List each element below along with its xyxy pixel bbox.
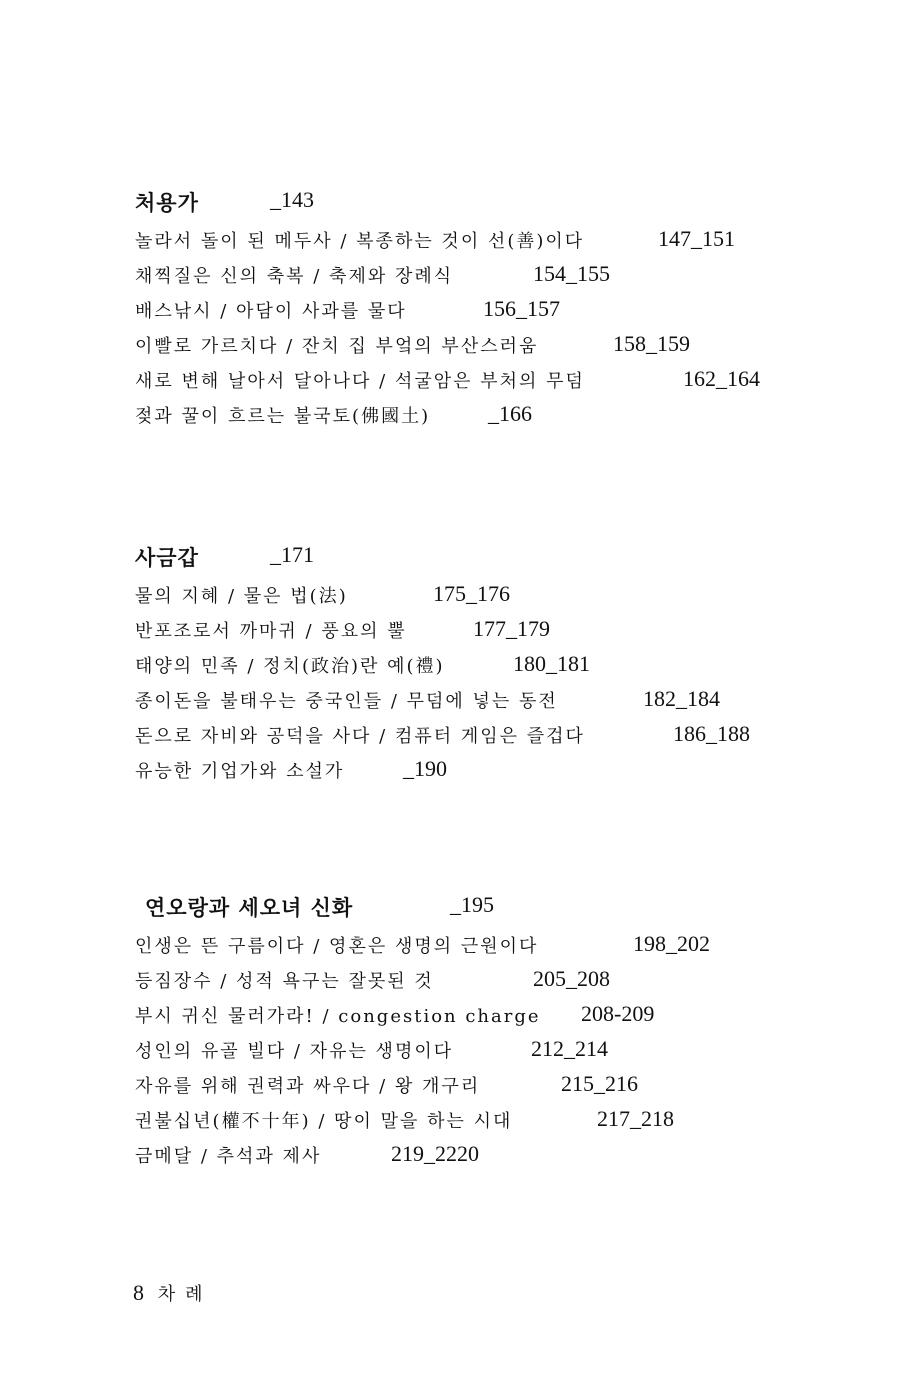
entry-title: 반포조로서 까마귀 / 풍요의 뿔 bbox=[135, 621, 407, 642]
entry-title: 물의 지혜 / 물은 법(法) bbox=[135, 586, 348, 607]
toc-entry bbox=[135, 227, 835, 262]
entry-title: 종이돈을 불태우는 중국인들 / 무덤에 넣는 동전 bbox=[135, 691, 558, 712]
entry-pages: 162_164 bbox=[683, 366, 760, 391]
entry-pages: 205_208 bbox=[533, 966, 610, 991]
entry-title: 자유를 위해 권력과 싸우다 / 왕 개구리 bbox=[135, 1076, 481, 1097]
toc-entry bbox=[135, 722, 835, 757]
entry-title: 인생은 뜬 구름이다 / 영혼은 생명의 근원이다 bbox=[135, 936, 539, 957]
toc-entry bbox=[135, 617, 835, 652]
footer-label: 차례 bbox=[157, 1284, 213, 1305]
entry-title: 이빨로 가르치다 / 잔치 집 부엌의 부산스러움 bbox=[135, 336, 539, 357]
toc-section bbox=[135, 187, 835, 437]
entry-pages: 198_202 bbox=[633, 931, 710, 956]
page-number: 8 bbox=[133, 1280, 144, 1305]
toc-entry bbox=[135, 1002, 835, 1037]
entry-title: 유능한 기업가와 소설가 bbox=[135, 761, 345, 782]
entry-pages: 212_214 bbox=[531, 1036, 608, 1061]
entry-title: 놀라서 돌이 된 메두사 / 복종하는 것이 선(善)이다 bbox=[135, 231, 585, 252]
entry-pages: 186_188 bbox=[673, 721, 750, 746]
section-heading bbox=[135, 892, 835, 932]
toc-entry bbox=[135, 1107, 835, 1142]
toc-entry bbox=[135, 297, 835, 332]
entry-title: 젖과 꿀이 흐르는 불국토(佛國土) bbox=[135, 406, 431, 427]
entry-pages: 177_179 bbox=[473, 616, 550, 641]
entry-pages: 182_184 bbox=[643, 686, 720, 711]
toc-entry bbox=[135, 967, 835, 1002]
section-heading bbox=[135, 187, 835, 227]
section-title: 연오랑과 세오녀 신화 bbox=[145, 896, 354, 920]
page-footer bbox=[133, 1280, 213, 1306]
section-page: _195 bbox=[450, 892, 494, 917]
entry-pages: 208-209 bbox=[581, 1001, 655, 1026]
entry-title: 돈으로 자비와 공덕을 사다 / 컴퓨터 게임은 즐겁다 bbox=[135, 726, 585, 747]
section-heading bbox=[135, 542, 835, 582]
entry-pages: 180_181 bbox=[513, 651, 590, 676]
toc-entry bbox=[135, 652, 835, 687]
entry-title: 부시 귀신 물러가라! / congestion charge bbox=[135, 1006, 541, 1027]
entry-pages: _190 bbox=[403, 756, 447, 781]
toc-entry bbox=[135, 932, 835, 967]
section-page: _143 bbox=[270, 187, 314, 212]
section-title: 사금갑 bbox=[135, 546, 199, 570]
entry-pages: 147_151 bbox=[658, 226, 735, 251]
toc-entry bbox=[135, 367, 835, 402]
entry-title: 권불십년(權不十年) / 땅이 말을 하는 시대 bbox=[135, 1111, 513, 1132]
toc-entry bbox=[135, 582, 835, 617]
section-title: 처용가 bbox=[135, 191, 199, 215]
entry-pages: 154_155 bbox=[533, 261, 610, 286]
entry-title: 등짐장수 / 성적 욕구는 잘못된 것 bbox=[135, 971, 434, 992]
entry-pages: _166 bbox=[488, 401, 532, 426]
entry-title: 금메달 / 추석과 제사 bbox=[135, 1146, 322, 1167]
entry-title: 새로 변해 날아서 달아나다 / 석굴암은 부처의 무덤 bbox=[135, 371, 585, 392]
toc-section bbox=[135, 892, 835, 1177]
toc-section bbox=[135, 542, 835, 792]
entry-title: 배스낚시 / 아담이 사과를 물다 bbox=[135, 301, 407, 322]
entry-pages: 217_218 bbox=[597, 1106, 674, 1131]
entry-pages: 215_216 bbox=[561, 1071, 638, 1096]
toc-entry bbox=[135, 332, 835, 367]
entry-pages: 175_176 bbox=[433, 581, 510, 606]
toc-entry bbox=[135, 1037, 835, 1072]
entry-pages: 156_157 bbox=[483, 296, 560, 321]
entry-pages: 219_2220 bbox=[391, 1141, 479, 1166]
toc-entry bbox=[135, 757, 835, 792]
section-page: _171 bbox=[270, 542, 314, 567]
entry-title: 성인의 유골 빌다 / 자유는 생명이다 bbox=[135, 1041, 454, 1062]
toc-entry bbox=[135, 1072, 835, 1107]
toc-entry bbox=[135, 262, 835, 297]
toc-entry bbox=[135, 687, 835, 722]
entry-pages: 158_159 bbox=[613, 331, 690, 356]
entry-title: 태양의 민족 / 정치(政治)란 예(禮) bbox=[135, 656, 445, 677]
entry-title: 채찍질은 신의 축복 / 축제와 장례식 bbox=[135, 266, 454, 287]
toc-entry bbox=[135, 402, 835, 437]
toc-entry bbox=[135, 1142, 835, 1177]
